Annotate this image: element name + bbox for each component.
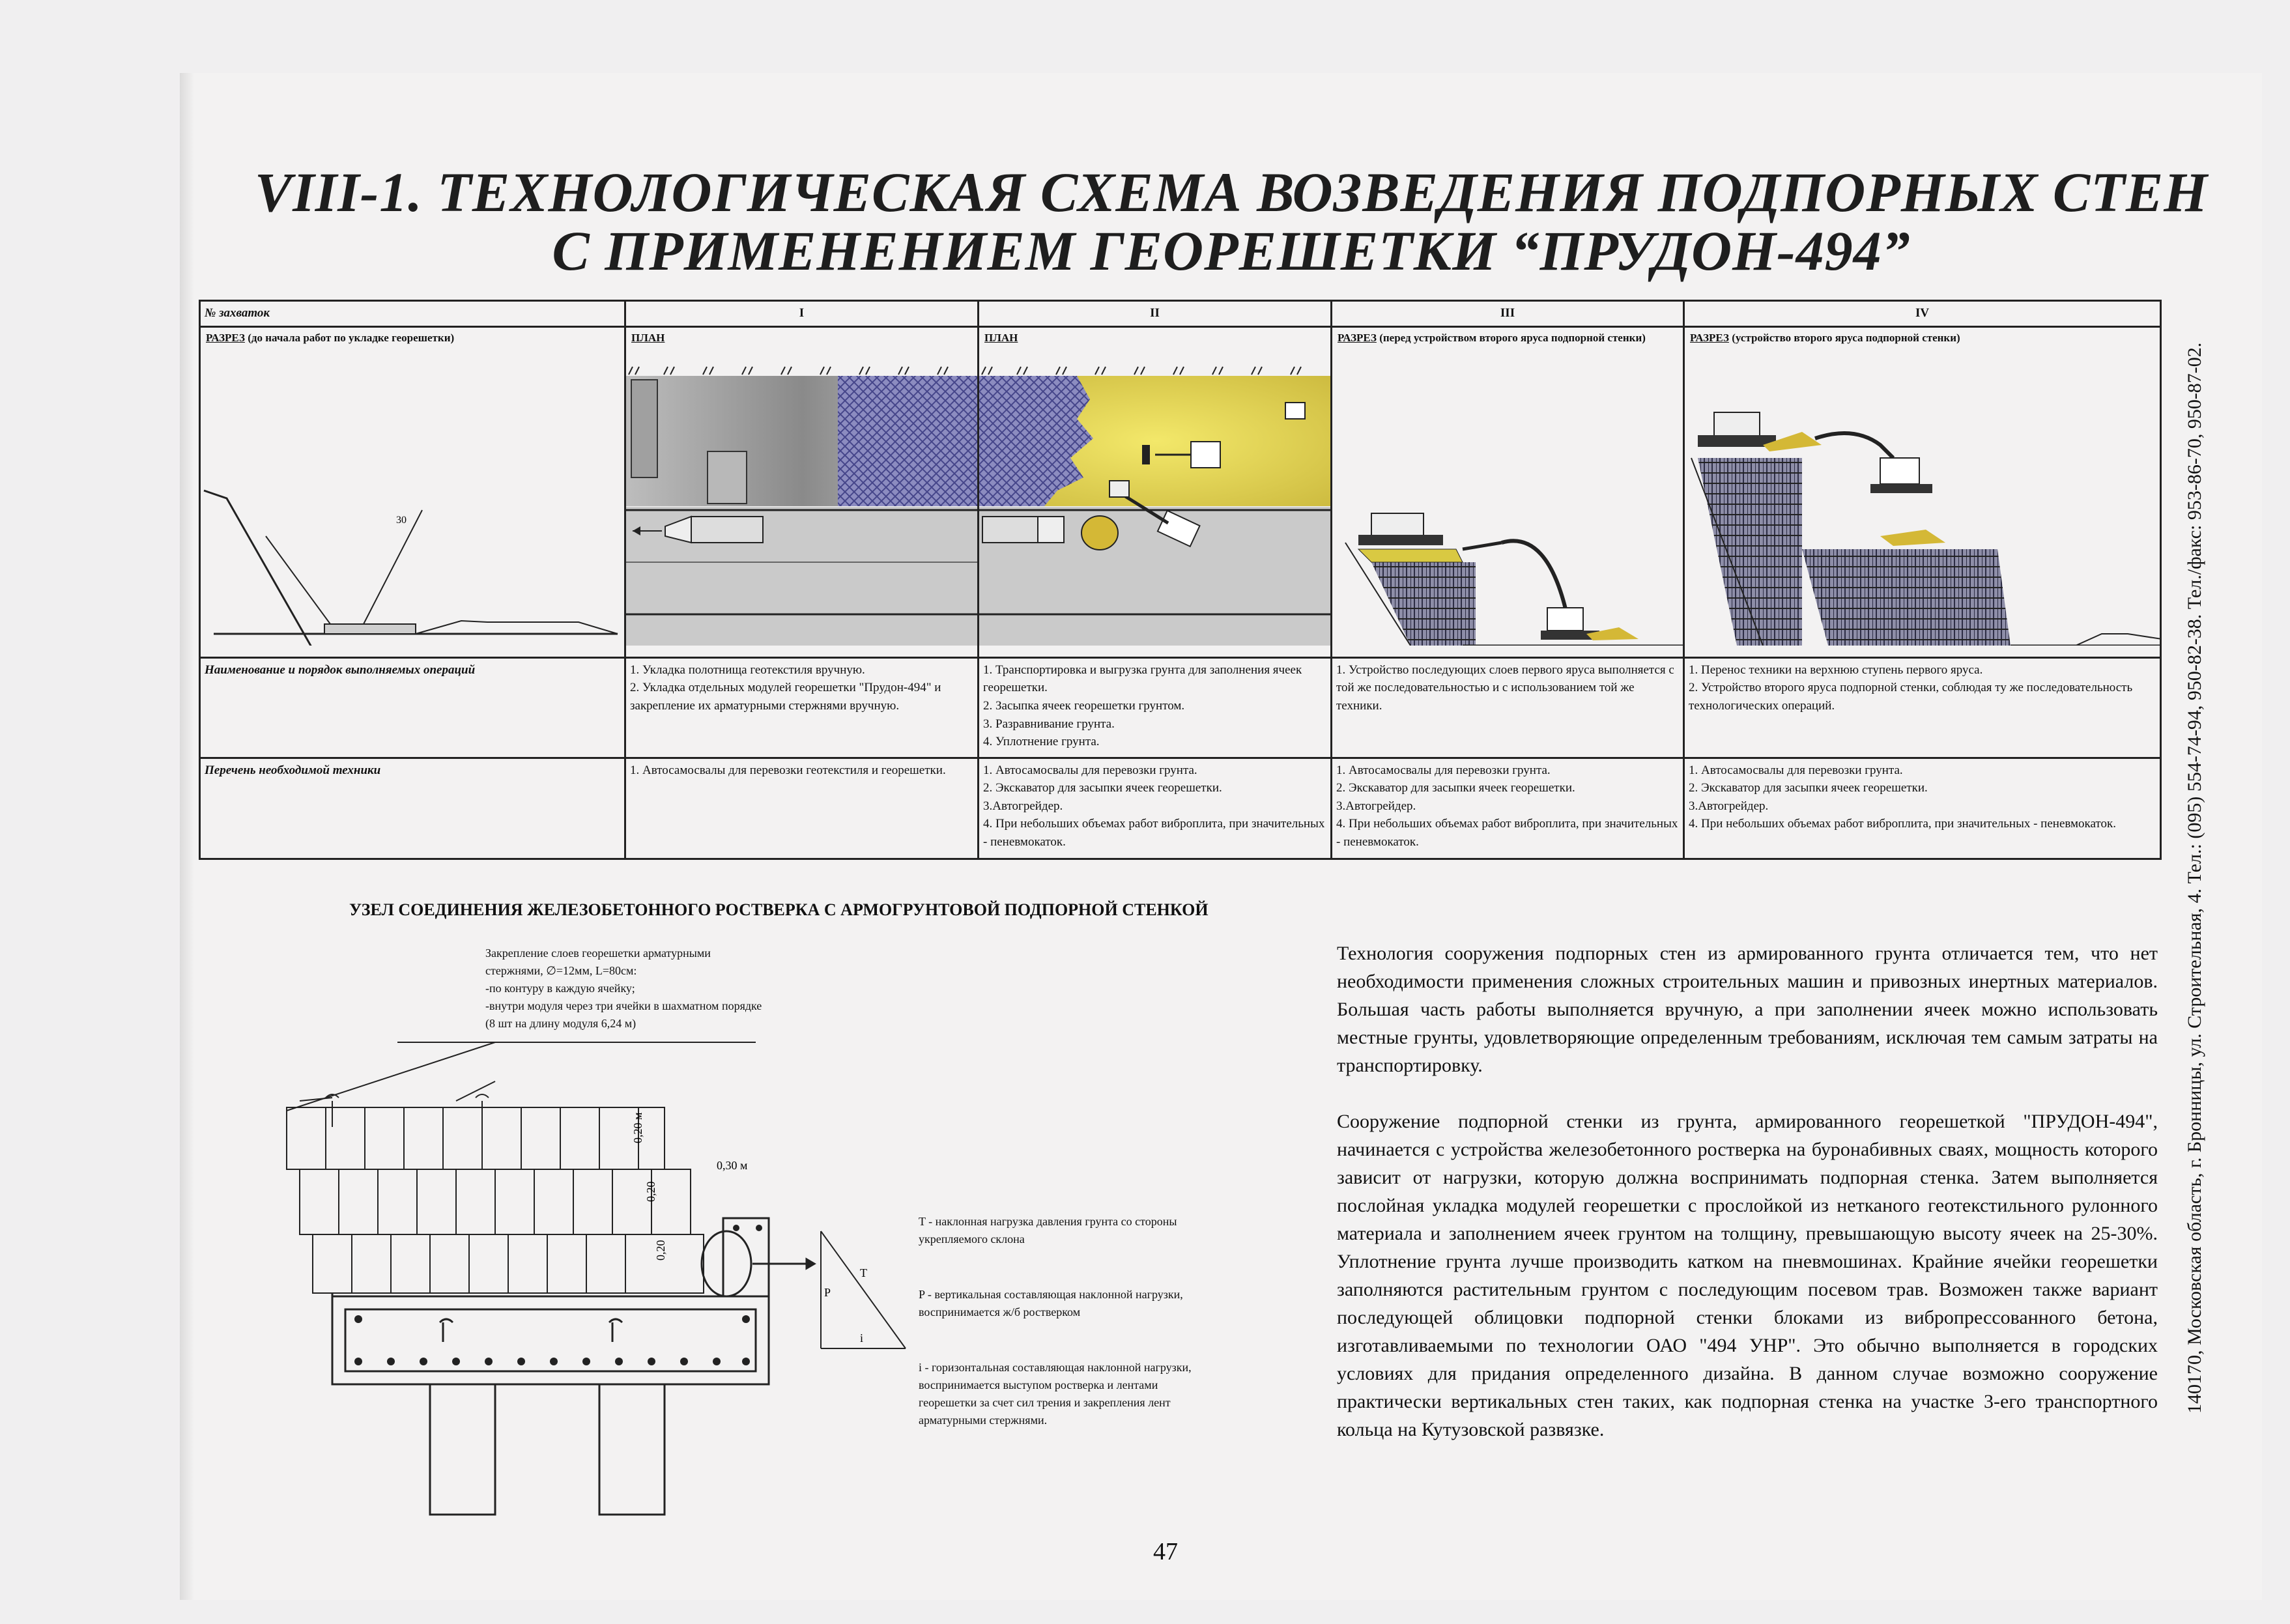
legend-p: P - вертикальная составляющая наклонной нагрузки, воспринимается ж/б ростверком — [919, 1288, 1183, 1318]
initial-section-drawing — [201, 328, 625, 646]
equipment-row-label: Перечень необходимой техники — [200, 758, 625, 859]
operations-cell-2 — [979, 657, 1332, 758]
drawing-initial-section — [200, 326, 625, 657]
equipment-item: 3.Автогрейдер. — [1336, 799, 1416, 813]
title-line-1: VIII-1. ТЕХНОЛОГИЧЕСКАЯ СХЕМА ВОЗВЕДЕНИЯ ПОДПОРНЫХ СТЕН — [254, 161, 2209, 223]
node-connection-drawing — [261, 1036, 912, 1531]
equipment-item: 4. При небольших объемах работ виброплита, при значительных - пеневмокаток. — [1689, 817, 2116, 831]
equipment-cell-2 — [979, 758, 1332, 859]
note-line: стержнями, ∅=12мм, L=80см: — [485, 964, 637, 977]
title-line-2: С ПРИМЕНЕНИЕМ ГЕОРЕШЕТКИ “ПРУДОН-494” — [552, 220, 1911, 282]
vector-i-label: i — [860, 1332, 864, 1345]
section-label-4: РАЗРЕЗ — [1690, 331, 1729, 344]
stage-header-4: IV — [1684, 301, 2161, 327]
section-note-0: (до начала работ по укладке георешетки) — [248, 331, 455, 344]
equipment-item: 2. Экскаватор для засыпки ячеек георешетки. — [983, 781, 1222, 795]
section-label-0: РАЗРЕЗ — [206, 331, 245, 344]
section-label-2: ПЛАН — [984, 331, 1018, 344]
equipment-item: 1. Автосамосвалы для перевозки грунта. — [1336, 763, 1551, 777]
equipment-item: 3.Автогрейдер. — [1689, 799, 1769, 813]
section-3-drawing — [1332, 328, 1684, 646]
operation-item: 1. Перенос техники на верхнюю ступень первого яруса. — [1689, 662, 1983, 677]
contact-sidebar: 140170, Московская область, г. Бронницы, ул. Строительная, 4. Тел.: (095) 554-74-94, 950-82-38. Тел./факс: 953-86-70, 950-87-02. — [2184, 342, 2205, 1414]
operation-item: 2. Засыпка ячеек георешетки грунтом. — [983, 698, 1185, 713]
operations-cell-3 — [1332, 657, 1684, 758]
dimension-020-c: 0,20 — [654, 1240, 667, 1261]
legend-t: T - наклонная нагрузка давления грунта со стороны укрепляемого склона — [919, 1215, 1177, 1246]
stage-number-header: № захваток — [200, 301, 625, 327]
operation-item: 1. Укладка полотнища геотекстиля вручную. — [630, 662, 865, 677]
section-4-drawing — [1685, 328, 2161, 646]
operation-item: 1. Транспортировка и выгрузка грунта для заполнения ячеек георешетки. — [983, 662, 1302, 695]
note-line: Закрепление слоев георешетки арматурными — [485, 947, 711, 960]
equipment-item: 4. При небольших объемах работ виброплита, при значительных - пеневмокаток. — [983, 817, 1325, 849]
equipment-item: 1. Автосамосвалы для перевозки грунта. — [983, 763, 1197, 777]
operation-item: 2. Укладка отдельных модулей георешетки "Прудон-494" и закрепление их арматурными стержнями вручную. — [630, 681, 941, 713]
equipment-cell-4 — [1684, 758, 2161, 859]
plan-2-drawing — [979, 328, 1332, 646]
operation-item: 1. Устройство последующих слоев первого яруса выполняется с той же последовательностью и с использованием той же техники. — [1336, 662, 1674, 713]
reinforcement-note — [485, 945, 850, 1033]
table-header-row — [200, 301, 2161, 327]
note-line: -по контуру в каждую ячейку; — [485, 982, 635, 995]
vector-p-label: P — [824, 1286, 831, 1299]
equipment-item: 3.Автогрейдер. — [983, 799, 1063, 813]
section-label-3: РАЗРЕЗ — [1338, 331, 1377, 344]
vector-t-label: T — [860, 1266, 867, 1279]
section-label-1: ПЛАН — [631, 331, 665, 344]
drawing-section-4 — [1684, 326, 2161, 657]
plan-1-drawing — [626, 328, 979, 646]
stage-header-1: I — [625, 301, 979, 327]
dimension-020-a: 0,20 м — [631, 1112, 644, 1143]
drawing-plan-1 — [625, 326, 979, 657]
slope-angle-label: 30 — [396, 514, 407, 526]
section-note-4: (устройство второго яруса подпорной стенки) — [1732, 331, 1960, 344]
operation-item: 4. Уплотнение грунта. — [983, 735, 1100, 749]
equipment-item: 2. Экскаватор для засыпки ячеек георешетки. — [1689, 781, 1928, 795]
legend-i: i - горизонтальная составляющая наклонной нагрузки, воспринимается выступом ростверка и лентами георешетки за счет сил трения и закрепления лент арматурными стержнями. — [919, 1361, 1192, 1427]
equipment-row — [200, 758, 2161, 859]
drawing-section-3 — [1332, 326, 1684, 657]
equipment-item: 4. При небольших объемах работ виброплита, при значительных - пеневмокаток. — [1336, 817, 1678, 849]
note-line: (8 шт на длину модуля 6,24 м) — [485, 1017, 637, 1030]
paragraph-2: Сооружение подпорной стенки из грунта, армированного георешеткой "ПРУДОН-494", начинается с устройства железобетонного ростверка на буронабивных сваях, мощность которого зависит от нагрузки, которую должна воспринимать подпорная стенка. Затем выполняется послойная укладка модулей георешетки с прослойкой из нетканого геотекстильного рулонного материала и заполнением ячеек грунтом на толщину, превышающую высоту ячеек на 25-30%. Уплотнение грунта лучше производить катком на пневмошинах. Крайние ячейки георешетки заполняются растительным грунтом с последующим посевом трав. Возможен также вариант последующей облицовки подпорной стенки блоками из вибропрессованного бетона, изготавливаемыми по технологии ОАО "494 УНР". Это обычно выполняется в городских условиях для придания определенного дизайна. В данном случае возможно сооружение практически вертикальных стен таких, как подпорная стенка на участке 3-его транспортного кольца на Кутузовской развязке. — [1337, 1111, 2158, 1440]
operations-row-label: Наименование и порядок выполняемых операций — [200, 657, 625, 758]
equipment-item: 1. Автосамосвалы для перевозки геотекстиля и георешетки. — [630, 763, 946, 777]
operation-item: 2. Устройство второго яруса подпорной стенки, соблюдая ту же последовательность технологических операций. — [1689, 681, 2133, 713]
equipment-cell-1 — [625, 758, 979, 859]
page-number: 47 — [1153, 1538, 1178, 1565]
equipment-cell-3 — [1332, 758, 1684, 859]
drawings-row — [200, 326, 2161, 657]
page-fold-shadow — [180, 73, 194, 1600]
drawing-plan-2 — [979, 326, 1332, 657]
stage-header-3: III — [1332, 301, 1684, 327]
paragraph-1: Технология сооружения подпорных стен из армированного грунта отличается тем, что нет необходимости применения сложных строительных машин и привозных инертных материалов. Большая часть работы выполняется вручную, а при заполнении ячеек можно использовать местные грунты, удовлетворяющие определенным требованиям, исключая тем самым затраты на транспортировку. — [1337, 943, 2158, 1076]
dimension-020-b: 0,20 — [644, 1181, 657, 1202]
operations-cell-4 — [1684, 657, 2161, 758]
stage-header-2: II — [979, 301, 1332, 327]
note-line: -внутри модуля через три ячейки в шахматном порядке — [485, 999, 762, 1012]
dimension-030: 0,30 м — [717, 1159, 748, 1172]
operations-cell-1 — [625, 657, 979, 758]
technology-table — [199, 300, 2162, 860]
operations-row — [200, 657, 2161, 758]
node-drawing-title: УЗЕЛ СОЕДИНЕНИЯ ЖЕЛЕЗОБЕТОННОГО РОСТВЕРКА С АРМОГРУНТОВОЙ ПОДПОРНОЙ СТЕНКОЙ — [349, 900, 1209, 919]
section-note-3: (перед устройством второго яруса подпорной стенки) — [1379, 331, 1646, 344]
equipment-item: 2. Экскаватор для засыпки ячеек георешетки. — [1336, 781, 1575, 795]
operation-item: 3. Разравнивание грунта. — [983, 717, 1115, 731]
equipment-item: 1. Автосамосвалы для перевозки грунта. — [1689, 763, 1903, 777]
